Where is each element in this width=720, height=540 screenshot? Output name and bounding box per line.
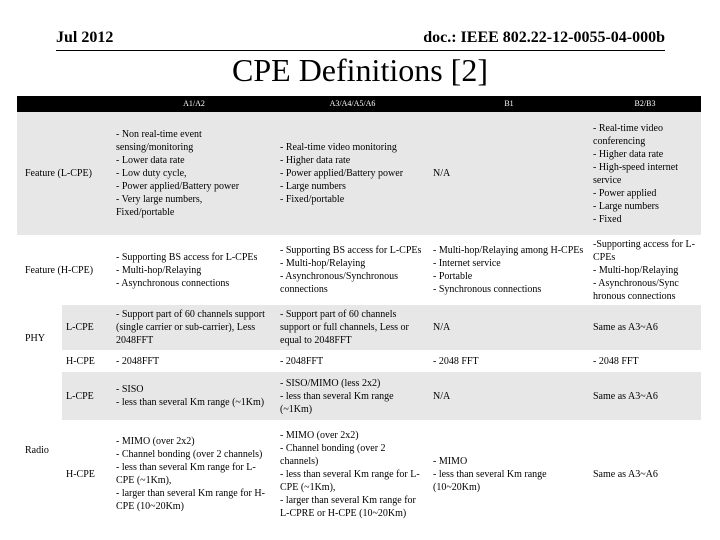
cell-radio-h-b2b3: Same as A3~A6	[589, 420, 701, 528]
cell-radio-h-a3a6: - MIMO (over 2x2) - Channel bonding (over 2 channels) - less than several Km range for L-CPE (~1Km), - larger than several Km range for L-CPRE or H-CPE (10~20Km)	[276, 420, 429, 528]
header-cell-blank-2	[62, 96, 112, 112]
row-label-feature-h: Feature (H-CPE)	[17, 235, 112, 305]
table-row-feature-l	[17, 112, 701, 235]
table-row-radio-h	[17, 420, 701, 528]
cell-feature-h-a1a2: - Supporting BS access for L-CPEs - Multi-hop/Relaying - Asynchronous connections	[112, 235, 276, 305]
header-cell-b2b3: B2/B3	[589, 96, 701, 112]
page-title: CPE Definitions [2]	[232, 52, 488, 88]
header-cell-blank-1	[17, 96, 62, 112]
cell-phy-h-b2b3: - 2048 FFT	[589, 350, 701, 372]
header-cell-a1a2: A1/A2	[112, 96, 276, 112]
cell-feature-l-a1a2: - Non real-time event sensing/monitoring - Lower data rate - Low duty cycle, - Power applied/Battery power - Very large numbers, Fixed/portable	[112, 112, 276, 235]
cell-phy-h-b1: - 2048 FFT	[429, 350, 589, 372]
group-label-radio: Radio	[17, 372, 62, 528]
cell-feature-l-a3a6: - Real-time video monitoring - Higher data rate - Power applied/Battery power - Large numbers - Fixed/portable	[276, 112, 429, 235]
cell-phy-h-a1a2: - 2048FFT	[112, 350, 276, 372]
cell-phy-l-a3a6: - Support part of 60 channels support or full channels, Less or equal to 2048FFT	[276, 305, 429, 350]
cell-feature-h-a3a6: - Supporting BS access for L-CPEs - Multi-hop/Relaying - Asynchronous/Synchronous connections	[276, 235, 429, 305]
header-cell-a3a6: A3/A4/A5/A6	[276, 96, 429, 112]
table-row-feature-h	[17, 235, 701, 305]
row-label-radio-l: L-CPE	[62, 372, 112, 420]
row-label-radio-h: H-CPE	[62, 420, 112, 528]
table-row-phy-h	[17, 350, 701, 372]
cell-radio-h-a1a2: - MIMO (over 2x2) - Channel bonding (over 2 channels) - less than several Km range for L-CPE (~1Km), - larger than several Km range for H-CPE (10~20Km)	[112, 420, 276, 528]
cell-phy-l-b2b3: Same as A3~A6	[589, 305, 701, 350]
row-label-phy-h: H-CPE	[62, 350, 112, 372]
cell-feature-l-b2b3: - Real-time video conferencing - Higher data rate - High-speed internet service - Power applied - Large numbers - Fixed	[589, 112, 701, 235]
group-label-phy: PHY	[17, 305, 62, 372]
cell-radio-l-a3a6: - SISO/MIMO (less 2x2) - less than several Km range (~1Km)	[276, 372, 429, 420]
row-label-phy-l: L-CPE	[62, 305, 112, 350]
cell-phy-h-a3a6: - 2048FFT	[276, 350, 429, 372]
table-header-row	[17, 96, 701, 112]
cell-radio-h-b1: - MIMO - less than several Km range (10~20Km)	[429, 420, 589, 528]
header-doc-id: doc.: IEEE 802.22-12-0055-04-000b	[423, 29, 665, 46]
header-date: Jul 2012	[56, 29, 114, 46]
cell-feature-h-b1: - Multi-hop/Relaying among H-CPEs - Internet service - Portable - Synchronous connections	[429, 235, 589, 305]
cpe-definitions-table	[17, 96, 701, 528]
cell-feature-h-b2b3: -Supporting access for L-CPEs - Multi-hop/Relaying - Asynchronous/Sync hronous connections	[589, 235, 701, 305]
cell-radio-l-b1: N/A	[429, 372, 589, 420]
table-row-radio-l	[17, 372, 701, 420]
cell-radio-l-b2b3: Same as A3~A6	[589, 372, 701, 420]
header-divider	[56, 50, 665, 51]
cell-radio-l-a1a2: - SISO - less than several Km range (~1Km)	[112, 372, 276, 420]
cell-feature-l-b1: N/A	[429, 112, 589, 235]
row-label-feature-l: Feature (L-CPE)	[17, 112, 112, 235]
cell-phy-l-b1: N/A	[429, 305, 589, 350]
header-cell-b1: B1	[429, 96, 589, 112]
cell-phy-l-a1a2: - Support part of 60 channels support (single carrier or sub-carrier), Less 2048FFT	[112, 305, 276, 350]
table-row-phy-l	[17, 305, 701, 350]
